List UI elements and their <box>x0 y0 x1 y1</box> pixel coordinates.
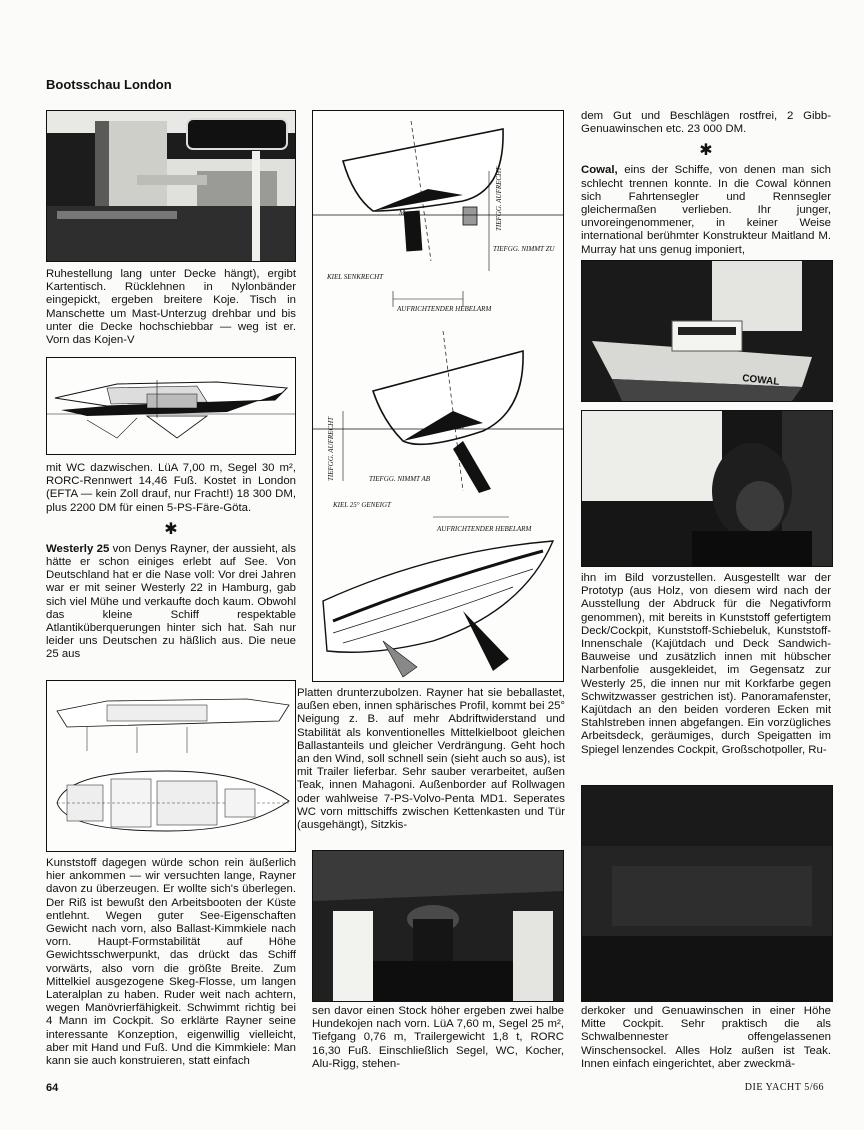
designer-portrait-photo <box>581 410 833 567</box>
paragraph: Platten drunterzubolzen. Rayner hat sie beballastet, außen eben, innen sphärisches Profil, kommt bei 25° Neigung z. B. auf mehr Abdriftwiderstand und Stabilität als konventionelles Mittelkielboot gleichen Ballastanteils und gleicher Verdrängung. Geht hoch an den Wind, soll schnell sein (sieht auch so aus), ist mit Trailer lieferbar. Sehr sauber verarbeitet, außen Teak, innen Mahagoni. Außenborder auf Rollwagen oder wahlweise 7-PS-Volvo-Penta MD1. Seperates WC vorn mittschiffs zwischen Kettenkasten und Tür (ausgehängt), Sitzkis- <box>297 687 565 832</box>
label-tiefg-aufrecht-2: TIEFGG. AUFRECHT <box>327 416 335 481</box>
column-1-text-c <box>46 857 296 1068</box>
column-1-text-b <box>46 462 296 662</box>
boat-name-cowal: Cowal, <box>581 164 618 177</box>
paragraph: derkoker und Genuawinschen in einer Höhe Mitte Cockpit. Sehr praktisch die als Schwalbennester offengelassenen Winschensockel. Alles Holz außen ist Teak. Innen einfach eingerichtet, aber zweckmä- <box>581 1005 831 1070</box>
boat-name-westerly: Westerly 25 <box>46 542 110 555</box>
column-3-text-c <box>581 1005 831 1071</box>
westerly-layout-plan <box>46 680 296 852</box>
label-tiefg-nimmt-ab: TIEFGG. NIMMT AB <box>369 475 430 483</box>
label-hebelarm-2: AUFRICHTENDER HEBELARM <box>437 525 532 533</box>
magazine-issue: DIE YACHT 5/66 <box>744 1082 824 1093</box>
paragraph: dem Gut und Beschlägen rostfrei, 2 Gibb-Genuawinschen etc. 23 000 DM. <box>581 110 831 136</box>
paragraph: Kunststoff dagegen würde schon rein äußerlich hier ankommen — wir versuchten lange, Rayner davon zu überzeugen. Er wollte sich's überlegen. Der Riß ist bewußt den Arbeitsbooten der Küste entlehnt. Wegen guter See-Eigenschaften Gewicht nach vorn, also Ballast-Kimmkiele nach vorn. Haupt-Formstabilität auf Höhe Gewichtsschwerpunkt, das drückt das Schiff vorwärts, also vorn die größte Breite. Zum Mittelkiel ausgezogene Skeg-Flosse, um langen Lateralplan zu haben. Ruder weit nach achtern, wegen Manövrierfähigkeit. Schwimmt richtig bei 4 Mann im Cockpit. So erklärte Rayner seine interessante Konzeption, eigenwillig vielleicht, aber mit Hand und Fuß. Und die Kimmkiele: Man kann sie auch konstruieren, statt einfach <box>46 857 296 1068</box>
label-hebelarm-1: AUFRICHTENDER HEBELARM <box>397 305 492 313</box>
westerly-profile-drawing <box>46 357 296 455</box>
paragraph <box>46 543 296 662</box>
boat-name-painted: COWAL <box>741 373 780 388</box>
column-3-text-a <box>581 110 831 257</box>
column-2-text-a <box>297 687 565 832</box>
label-m: M <box>399 209 405 217</box>
paragraph-text: von Denys Rayner, der aussieht, als hätte er schon einiges erlebt auf See. Von Deutschland hat er die Nase voll: Vor drei Jahren war er mit seiner Westerly 22 in Hamburg, gab sich viel Mühe und verkaufte doch kaum. Obwohl das kleine Schiff respektable Atlantiküberquerungen hinter sich hat. Sah nur leider uns Deutschen zu häßlich aus. Die neue 25 aus <box>46 542 296 661</box>
label-kiel-senkrecht: KIEL SENKRECHT <box>327 273 384 281</box>
section-separator-star: ✱ <box>164 520 178 538</box>
cowal-model-photo <box>581 260 833 402</box>
column-1-text-a <box>46 268 296 347</box>
cowal-cabin-photo <box>581 785 833 1002</box>
label-g: G <box>459 423 465 431</box>
paragraph: mit WC dazwischen. LüA 7,00 m, Segel 30 m², RORC-Rennwert 14,46 Fuß. Kostet in London (EFTA — kein Zoll drauf, nur Fracht!) 18 300 DM, plus 2200 DM für einen 5-PS-Färe-Göta. <box>46 462 296 514</box>
cabin-interior-photo <box>46 110 296 262</box>
column-2-text-b <box>312 1005 564 1071</box>
paragraph: Ruhestellung lang unter Decke hängt), ergibt Kartentisch. Rücklehnen in Nylonbänder eingepickt, ergeben breitere Koje. Tisch in Manschette um Mast-Unterzug drehbar und bis unter die Decke hochschiebbar — weg ist er. Vorn das Kojen-V <box>46 268 296 347</box>
section-title: Bootsschau London <box>46 77 172 92</box>
paragraph: ihn im Bild vorzustellen. Ausgestellt war der Prototyp (aus Holz, von diesem wird nach der Ausstellung der Abdruck für die Negativform genommen), mit bereits in Kunststoff gefertigtem Deck/Cockpit, Kunststoff-Schiebeluk, Kunststoff-Innenschale (Kajütdach und Deck Sandwich-Bauweise und zusätzlich innen mit hübscher Narbenfolie ausgekleidet, im Gegensatz zur Westerly 25, die innen nur mit Korkfarbe gegen Schwitzwasser gestrichen ist). Panoramafenster, Kajütdach an den beiden vorderen Ecken mit Stahlstreben innen abgefangen. Ein vorzügliches Arbeitsdeck, geräumiges, durch Speigatten im Spiegel lenzendes Cockpit, Großschotpoller, Ru- <box>581 572 831 756</box>
paragraph-text: eins der Schiffe, von denen man sich schlecht trennen konnte. In die Cowal können sich Fahrtensegler und Rennsegler gleichermaßen verlieben. Ihr junger, unvoreingenommener, in keiner Weise international berühmter Konstrukteur Maitland M. Murray hat uns genug imponiert, <box>581 164 831 256</box>
bilge-keel-diagram <box>312 110 564 682</box>
label-tiefg-aufrecht: TIEFGG. AUFRECHT <box>495 166 503 231</box>
column-3-text-b <box>581 572 831 757</box>
paragraph <box>581 164 831 256</box>
label-tiefg-nimmt-zu: TIEFGG. NIMMT ZU <box>493 245 555 253</box>
paragraph: sen davor einen Stock höher ergeben zwei halbe Hundekojen nach vorn. LüA 7,60 m, Segel 25 m², Tiefgang 0,76 m, Trailergewicht 1,8 t, RORC 16,30 Fuß. Einschließlich Segel, WC, Kocher, Alu-Rigg, stehen- <box>312 1005 564 1070</box>
label-kiel-25-geneigt: KIEL 25° GENEIGT <box>333 501 391 509</box>
page-number: 64 <box>46 1082 59 1094</box>
cockpit-photo <box>312 850 564 1002</box>
section-separator-star: ✱ <box>699 142 713 160</box>
